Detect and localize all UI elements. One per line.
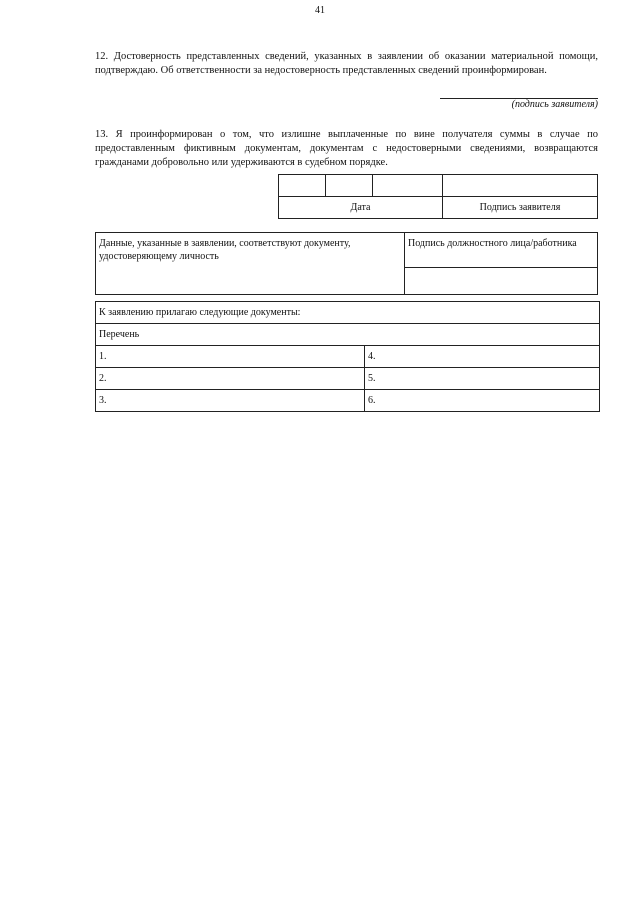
section-13-text: 13. Я проинформирован о том, что излишне выплаченные по вине получателя суммы в случае по предоставленным фиктивным документам, документам с недостоверными сведениями, возвращаются гражданами добровольно или удерживаются в судебном порядке. [95,129,598,168]
date-day-cell[interactable] [279,175,326,197]
document-item-4[interactable]: 4. [365,346,600,368]
date-signature-table [278,174,598,219]
section-12-text: 12. Достоверность представленных сведений, указанных в заявлении об оказании материальной помощи, подтверждаю. Об ответственности за недостоверность представленных сведений проинформирован. [95,51,598,76]
page-number: 41 [315,5,325,16]
verification-table [95,232,598,295]
documents-list-label: Перечень [96,324,600,346]
data-matches-id-text: Данные, указанные в заявлении, соответствуют документу, удостоверяющему личность [96,233,405,295]
official-signature-cell[interactable] [405,268,598,295]
applicant-signature-label: Подпись заявителя [443,197,598,219]
documents-header: К заявлению прилагаю следующие документы: [96,302,600,324]
applicant-signature-caption: (подпись заявителя) [511,99,598,110]
applicant-signature-cell[interactable] [443,175,598,197]
document-item-1[interactable]: 1. [96,346,365,368]
date-month-cell[interactable] [326,175,373,197]
document-item-2[interactable]: 2. [96,368,365,390]
official-signature-label: Подпись должностного лица/работника [405,233,598,268]
document-item-6[interactable]: 6. [365,390,600,412]
date-label: Дата [279,197,443,219]
document-item-5[interactable]: 5. [365,368,600,390]
date-year-cell[interactable] [373,175,443,197]
attached-documents-table [95,301,600,412]
document-item-3[interactable]: 3. [96,390,365,412]
